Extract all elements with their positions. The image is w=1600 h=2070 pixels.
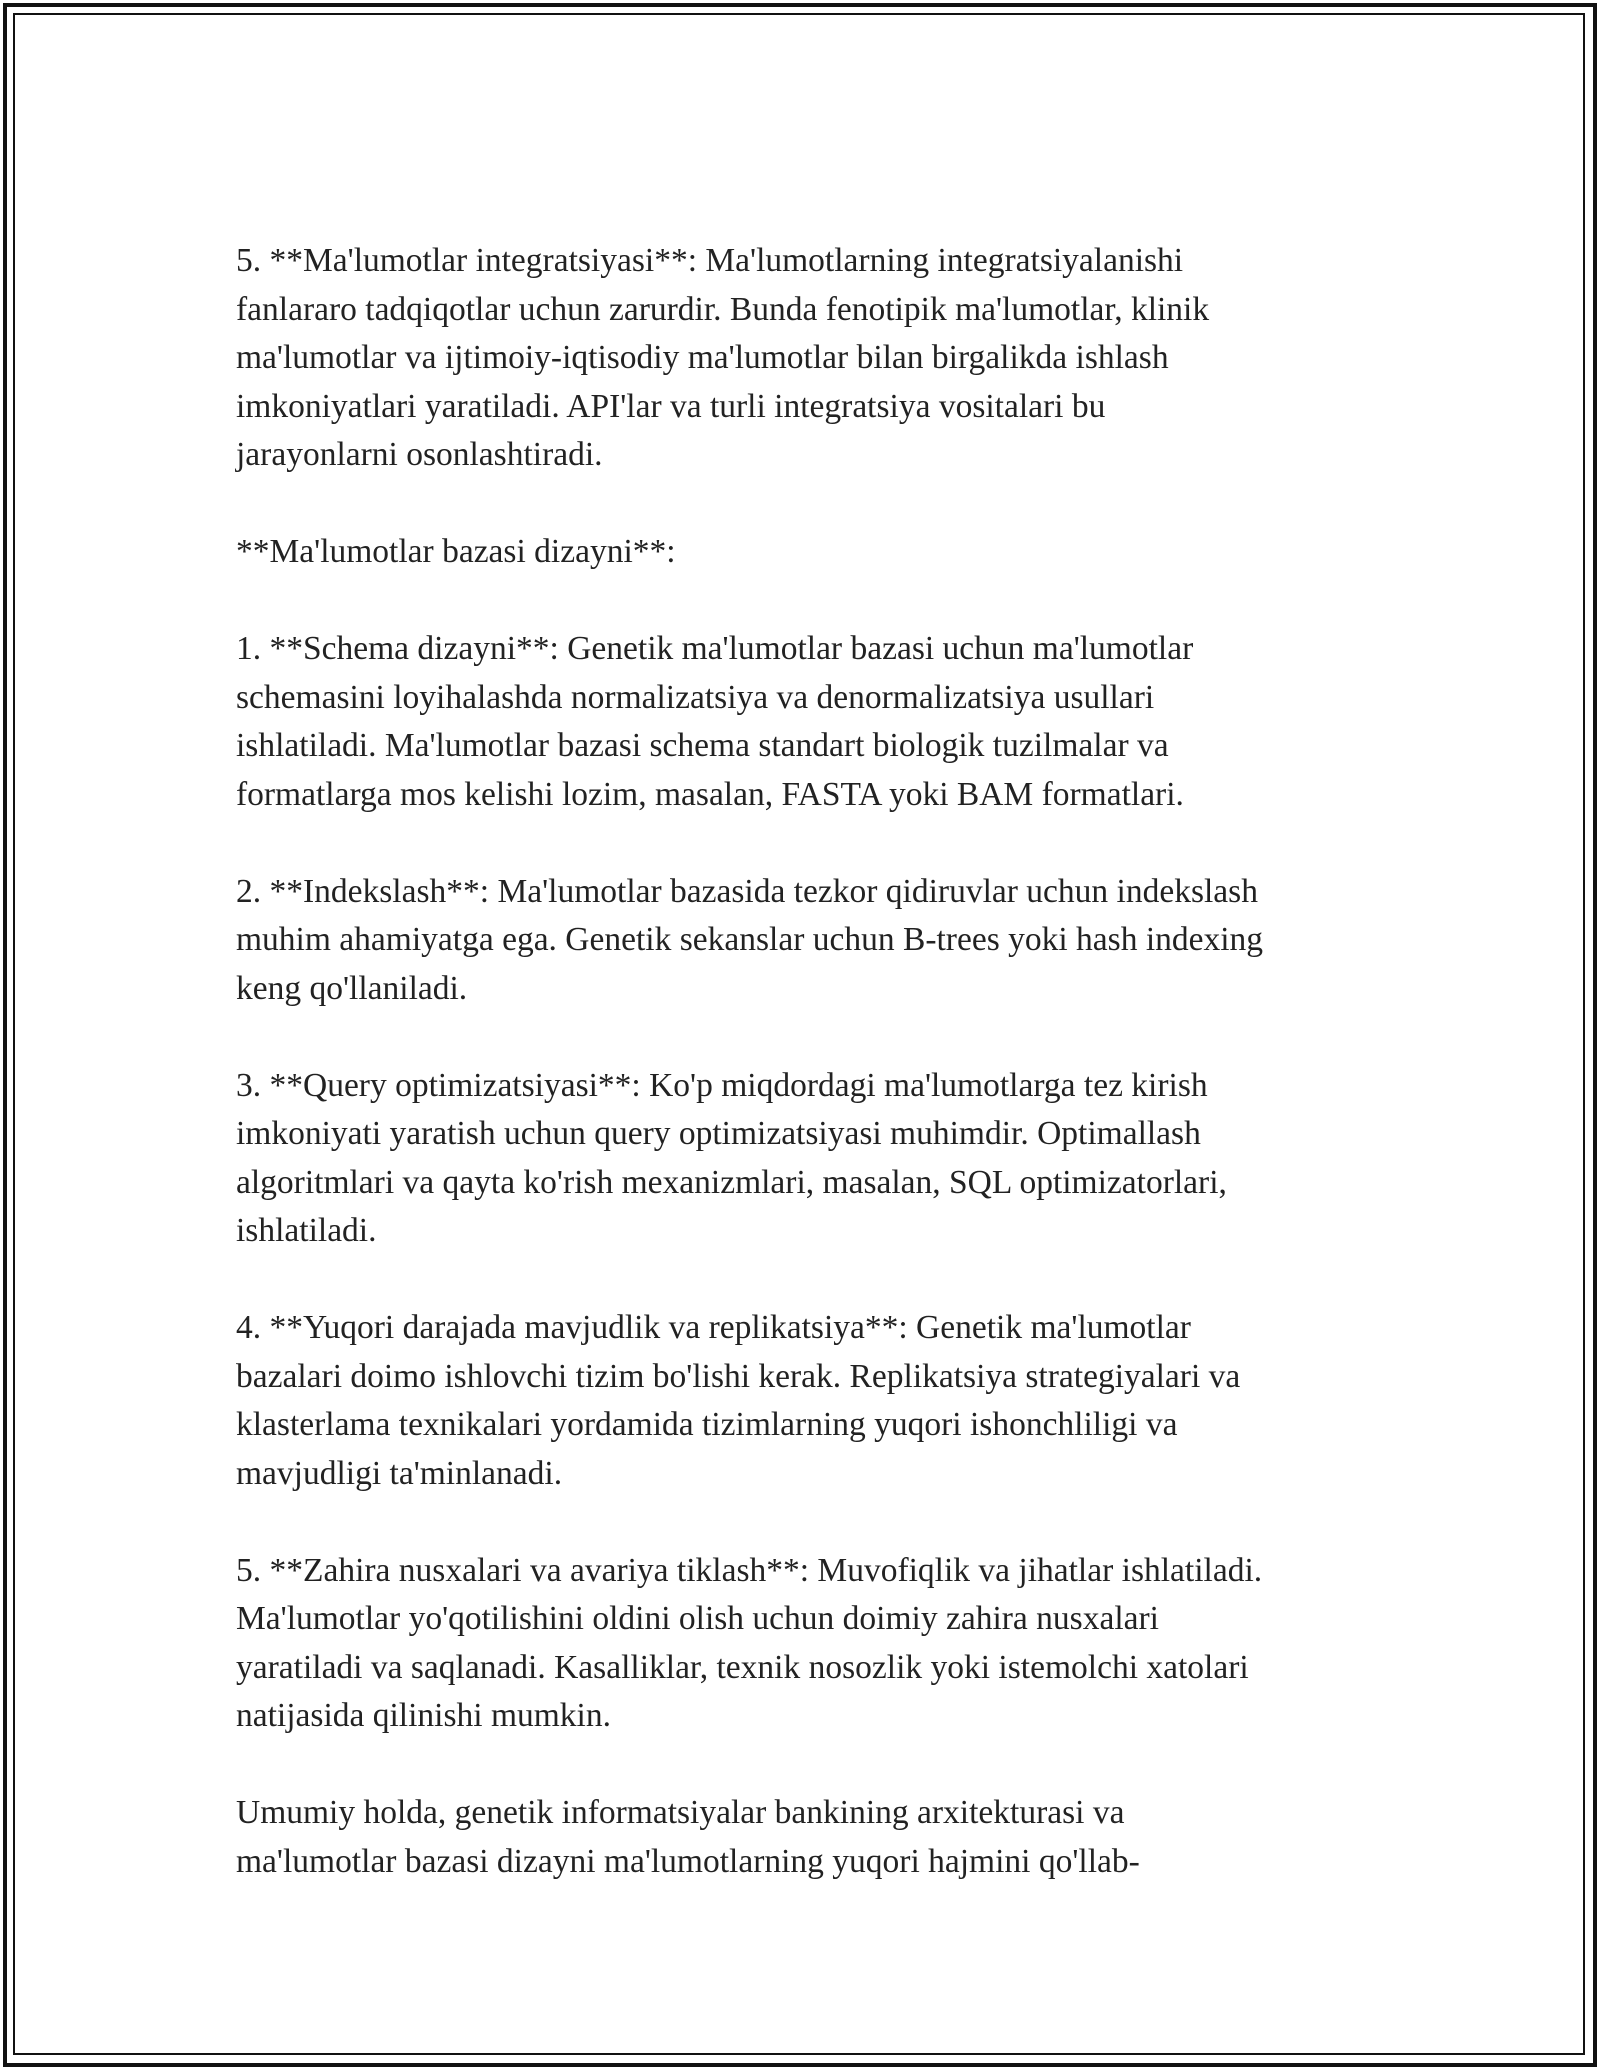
text-line: imkoniyati yaratish uchun query optimizatsiyasi muhimdir. Optimallash xyxy=(236,1115,1201,1152)
paragraph-indexing xyxy=(236,868,1376,1014)
text-line: Ma'lumotlar yo'qotilishini oldini olish uchun doimiy zahira nusxalari xyxy=(236,1600,1159,1637)
text-line: 5. **Zahira nusxalari va avariya tiklash**: Muvofiqlik va jihatlar ishlatiladi. xyxy=(236,1551,1263,1589)
text-line: 5. **Ma'lumotlar integratsiyasi**: Ma'lumotlarning integratsiyalanishi xyxy=(236,242,1184,279)
text-line: ishlatiladi. Ma'lumotlar bazasi schema standart biologik tuzilmalar va xyxy=(236,727,1169,764)
text-line: klasterlama texnikalari yordamida tizimlarning yuqori ishonchliligi va xyxy=(236,1406,1178,1443)
paragraph-backup-recovery xyxy=(236,1547,1376,1741)
text-line: keng qo'llaniladi. xyxy=(236,969,468,1007)
text-line: bazalari doimo ishlovchi tizim bo'lishi kerak. Replikatsiya strategiyalari va xyxy=(236,1357,1241,1395)
text-line: mavjudligi ta'minlanadi. xyxy=(236,1454,563,1492)
paragraph-high-availability xyxy=(236,1304,1376,1498)
text-line: schemasini loyihalashda normalizatsiya va denormalizatsiya usullari xyxy=(236,678,1155,716)
text-line: 1. **Schema dizayni**: Genetik ma'lumotlar bazasi uchun ma'lumotlar xyxy=(236,630,1194,667)
paragraph-schema-design xyxy=(236,625,1376,819)
text-line: natijasida qilinishi mumkin. xyxy=(236,1697,611,1734)
text-line: ishlatiladi. xyxy=(236,1212,377,1249)
document-body xyxy=(236,237,1376,1935)
text-line: ma'lumotlar bazasi dizayni ma'lumotlarning yuqori hajmini qo'llab- xyxy=(236,1842,1140,1880)
text-line: Umumiy holda, genetik informatsiyalar bankining arxitekturasi va xyxy=(236,1794,1125,1831)
text-line: yaratiladi va saqlanadi. Kasalliklar, texnik nosozlik yoki istemolchi xatolari xyxy=(236,1648,1249,1686)
text-line: fanlararo tadqiqotlar uchun zarurdir. Bunda fenotipik ma'lumotlar, klinik xyxy=(236,290,1210,328)
text-line: imkoniyatlari yaratiladi. API'lar va turli integratsiya vositalari bu xyxy=(236,387,1106,425)
text-line: formatlarga mos kelishi lozim, masalan, FASTA yoki BAM formatlari. xyxy=(236,775,1184,813)
text-line: jarayonlarni osonlashtiradi. xyxy=(236,436,603,473)
paragraph-query-optimization xyxy=(236,1062,1376,1256)
paragraph-conclusion xyxy=(236,1789,1376,1886)
text-line: 4. **Yuqori darajada mavjudlik va replikatsiya**: Genetik ma'lumotlar xyxy=(236,1309,1191,1346)
text-line: 2. **Indekslash**: Ma'lumotlar bazasida tezkor qidiruvlar uchun indekslash xyxy=(236,872,1258,910)
text-line: muhim ahamiyatga ega. Genetik sekanslar uchun B-trees yoki hash indexing xyxy=(236,921,1264,958)
text-line: **Ma'lumotlar bazasi dizayni**: xyxy=(236,533,676,570)
text-line: 3. **Query optimizatsiyasi**: Ko'p miqdordagi ma'lumotlarga tez kirish xyxy=(236,1066,1208,1104)
text-line: ma'lumotlar va ijtimoiy-iqtisodiy ma'lumotlar bilan birgalikda ishlash xyxy=(236,339,1169,376)
section-heading-database-design xyxy=(236,528,1376,577)
text-line: algoritmlari va qayta ko'rish mexanizmlari, masalan, SQL optimizatorlari, xyxy=(236,1163,1227,1201)
paragraph-data-integration xyxy=(236,237,1376,480)
